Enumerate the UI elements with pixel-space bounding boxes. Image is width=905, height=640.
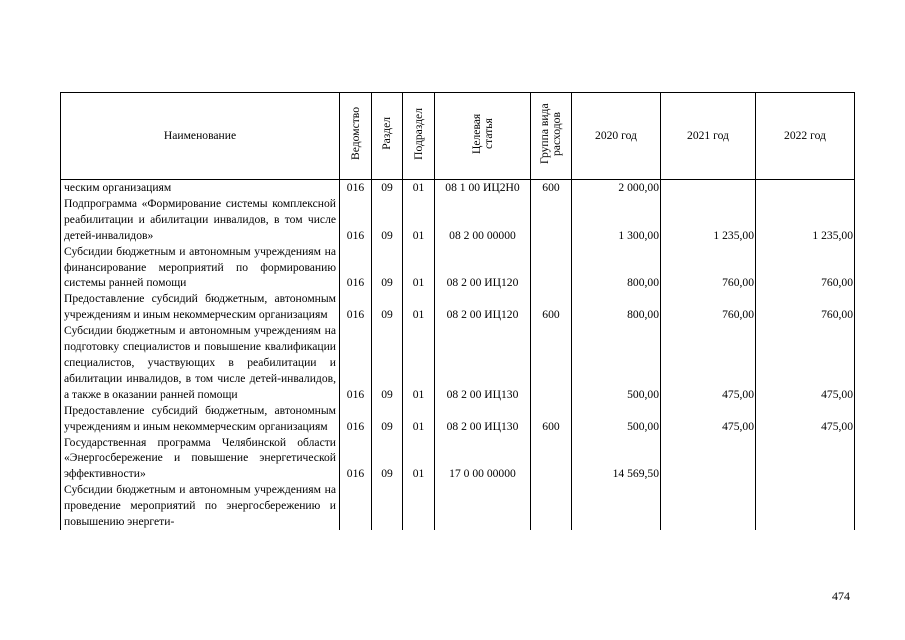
- header-group: Группа вида расходов: [531, 93, 572, 180]
- cell-v2020: [572, 482, 661, 530]
- cell-v2022: [756, 482, 855, 530]
- cell-group: [531, 323, 572, 403]
- cell-v2021: 475,00: [661, 403, 756, 435]
- cell-sub: 01: [403, 196, 435, 244]
- cell-v2022: 475,00: [756, 323, 855, 403]
- cell-sec: 09: [372, 291, 403, 323]
- table-row: [61, 435, 855, 483]
- header-2021: 2021 год: [661, 93, 756, 180]
- cell-sub: 01: [403, 435, 435, 483]
- header-subsection: Подраздел: [403, 93, 435, 180]
- cell-dept: 016: [340, 244, 372, 292]
- cell-sub: 01: [403, 403, 435, 435]
- table-row: [61, 482, 855, 530]
- header-2022: 2022 год: [756, 93, 855, 180]
- table-row: [61, 403, 855, 435]
- cell-v2021: 475,00: [661, 323, 756, 403]
- header-2020: 2020 год: [572, 93, 661, 180]
- cell-v2020: 2 000,00: [572, 180, 661, 196]
- cell-v2022: 760,00: [756, 291, 855, 323]
- cell-sec: 09: [372, 323, 403, 403]
- cell-sub: 01: [403, 180, 435, 196]
- cell-v2022: [756, 180, 855, 196]
- cell-group: 600: [531, 403, 572, 435]
- cell-target: 08 2 00 ИЦ120: [435, 244, 531, 292]
- cell-sub: 01: [403, 323, 435, 403]
- cell-sec: 09: [372, 180, 403, 196]
- cell-v2020: 1 300,00: [572, 196, 661, 244]
- table-row: [61, 323, 855, 403]
- page-number: 474: [832, 589, 850, 603]
- cell-dept: 016: [340, 403, 372, 435]
- cell-v2020: 500,00: [572, 323, 661, 403]
- cell-sub: 01: [403, 291, 435, 323]
- cell-sec: 09: [372, 435, 403, 483]
- cell-group: [531, 244, 572, 292]
- cell-sec: [372, 482, 403, 530]
- cell-group: 600: [531, 291, 572, 323]
- cell-target: [435, 482, 531, 530]
- cell-v2021: [661, 482, 756, 530]
- cell-v2022: [756, 435, 855, 483]
- cell-dept: 016: [340, 291, 372, 323]
- cell-target: 08 2 00 ИЦ120: [435, 291, 531, 323]
- cell-group: 600: [531, 180, 572, 196]
- cell-v2022: 475,00: [756, 403, 855, 435]
- cell-target: 08 2 00 ИЦ130: [435, 323, 531, 403]
- cell-v2020: 800,00: [572, 244, 661, 292]
- header-name: Наименование: [61, 93, 340, 180]
- cell-v2021: 1 235,00: [661, 196, 756, 244]
- cell-dept: 016: [340, 435, 372, 483]
- cell-name: Субсидии бюджетным и автономным учреждениям на подготовку специалистов и повышение квалификации специалистов, участвующих в реабилитации и абилитации инвалидов, в том числе детей-инвалидов, а также в оказании ранней помощи: [61, 323, 340, 403]
- cell-sub: 01: [403, 244, 435, 292]
- cell-sec: 09: [372, 244, 403, 292]
- header-section: Раздел: [372, 93, 403, 180]
- cell-v2022: 760,00: [756, 244, 855, 292]
- cell-name: Подпрограмма «Формирование системы комплексной реабилитации и абилитации инвалидов, в том числе детей-инвалидов»: [61, 196, 340, 244]
- cell-group: [531, 482, 572, 530]
- cell-sec: 09: [372, 196, 403, 244]
- cell-name: Субсидии бюджетным и автономным учреждениям на проведение мероприятий по энергосбережению и повышению энергети-: [61, 482, 340, 530]
- cell-v2020: 14 569,50: [572, 435, 661, 483]
- cell-name: Предоставление субсидий бюджетным, автономным учреждениям и иным некоммерческим организациям: [61, 403, 340, 435]
- cell-name: ческим организациям: [61, 180, 340, 196]
- cell-name: Предоставление субсидий бюджетным, автономным учреждениям и иным некоммерческим организациям: [61, 291, 340, 323]
- cell-dept: 016: [340, 180, 372, 196]
- table-row: [61, 196, 855, 244]
- cell-v2020: 500,00: [572, 403, 661, 435]
- cell-v2021: [661, 435, 756, 483]
- cell-v2021: 760,00: [661, 244, 756, 292]
- header-dept: Ведомство: [340, 93, 372, 180]
- cell-target: 08 2 00 00000: [435, 196, 531, 244]
- table-row: [61, 291, 855, 323]
- cell-name: Субсидии бюджетным и автономным учреждениям на финансирование мероприятий по формированию системы ранней помощи: [61, 244, 340, 292]
- cell-v2021: 760,00: [661, 291, 756, 323]
- cell-v2020: 800,00: [572, 291, 661, 323]
- cell-dept: 016: [340, 323, 372, 403]
- table-row: [61, 244, 855, 292]
- cell-dept: 016: [340, 196, 372, 244]
- cell-sec: 09: [372, 403, 403, 435]
- cell-group: [531, 435, 572, 483]
- cell-v2022: 1 235,00: [756, 196, 855, 244]
- cell-target: 17 0 00 00000: [435, 435, 531, 483]
- cell-dept: [340, 482, 372, 530]
- table-row: [61, 180, 855, 196]
- cell-group: [531, 196, 572, 244]
- cell-name: Государственная программа Челябинской области «Энергосбережение и повышение энергетической эффективности»: [61, 435, 340, 483]
- cell-target: 08 1 00 ИЦ2Н0: [435, 180, 531, 196]
- cell-sub: [403, 482, 435, 530]
- budget-table: [60, 92, 855, 530]
- cell-v2021: [661, 180, 756, 196]
- cell-target: 08 2 00 ИЦ130: [435, 403, 531, 435]
- header-row: [61, 93, 855, 180]
- header-target: Целевая статья: [435, 93, 531, 180]
